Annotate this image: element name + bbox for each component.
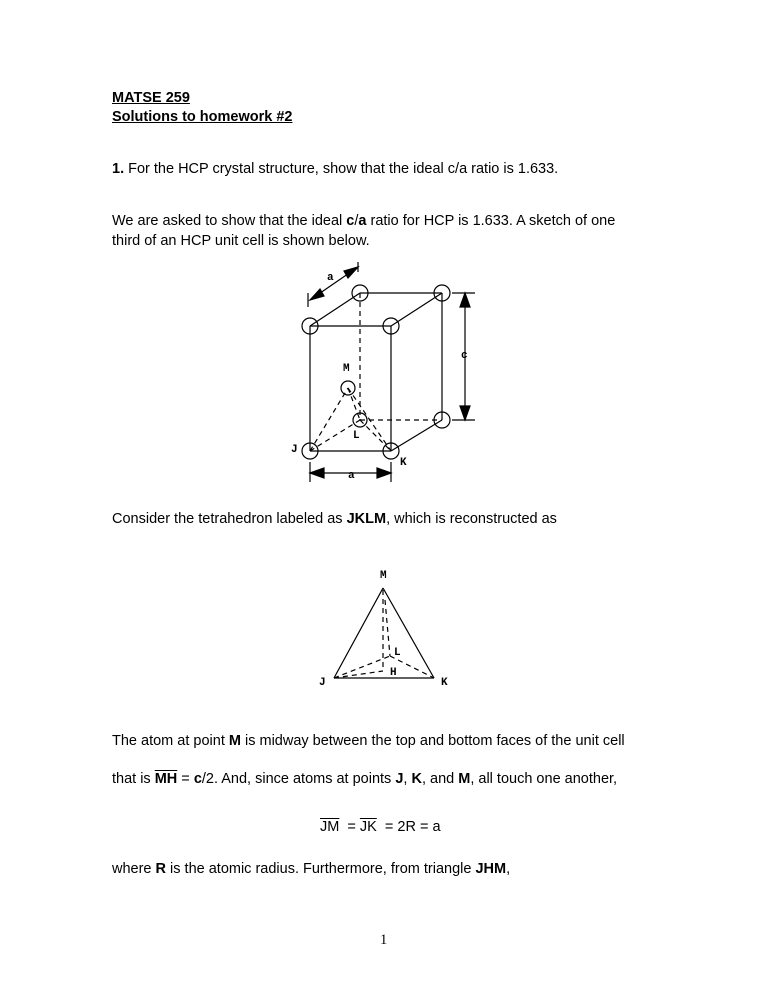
label-a-bottom: a bbox=[348, 470, 355, 482]
consider-line: Consider the tetrahedron labeled as JKLM, which is reconstructed as bbox=[112, 511, 557, 527]
atoms bbox=[302, 285, 450, 459]
course-title: MATSE 259 bbox=[112, 90, 190, 106]
paragraph-line-2: that is $\overline{MH} = c/2$. And, since atoms at points J, K, and M, all touch one another, bbox=[112, 771, 618, 787]
paragraph-line-1: The atom at point M is midway between the top and bottom faces of the unit cell bbox=[112, 733, 625, 749]
tet-label-M: M bbox=[380, 570, 387, 582]
label-J: J bbox=[291, 444, 298, 456]
page-number: 1 bbox=[380, 932, 388, 948]
label-K: K bbox=[400, 457, 407, 469]
label-c: c bbox=[461, 350, 468, 362]
problem-text: For the HCP crystal structure, show that the ideal c/a ratio is 1.633. bbox=[124, 161, 559, 177]
tet-label-K: K bbox=[441, 677, 448, 689]
where-line: where R is the atomic radius. Furthermore, from triangle JHM, bbox=[112, 861, 511, 877]
problem-number: 1. bbox=[112, 161, 125, 177]
tet-label-H: H bbox=[390, 667, 397, 679]
label-M: M bbox=[343, 363, 350, 375]
label-a-top: a bbox=[327, 272, 334, 284]
unit-cell-edges bbox=[310, 293, 442, 451]
intro-line-1: We are asked to show that the ideal c/a ratio for HCP is 1.633. A sketch of one bbox=[112, 213, 616, 229]
equation: $\overline{JM} = \overline{JK} = 2R = a$ bbox=[320, 819, 441, 835]
intro-line-2: third of an HCP unit cell is shown below. bbox=[112, 233, 370, 249]
tet-label-L: L bbox=[394, 647, 401, 659]
document-subtitle: Solutions to homework #2 bbox=[112, 109, 293, 125]
label-L: L bbox=[353, 430, 360, 442]
tet-label-J: J bbox=[319, 677, 326, 689]
